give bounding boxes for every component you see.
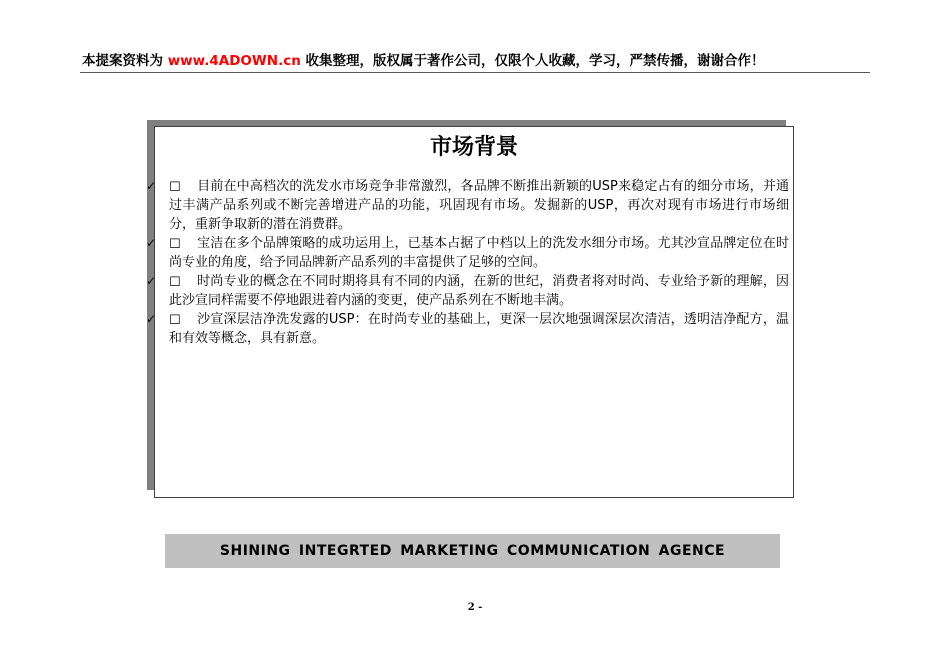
market-background-panel <box>146 126 794 498</box>
bullet-text: 时尚专业的概念在不同时期将具有不同的内涵，在新的世纪，消费者将对时尚、专业给予新的理解，因此沙宣同样需要不停地跟进着内涵的变更，使产品系列在不断地丰满。 <box>169 274 789 308</box>
checkbox-icon: ☐ <box>169 275 181 290</box>
checkmark-icon: ✓ <box>146 179 157 193</box>
header-divider <box>80 72 870 73</box>
agency-footer-bar: SHINING INTEGRTED MARKETING COMMUNICATION AGENCE <box>165 534 780 568</box>
page-number: 2 - <box>467 602 483 613</box>
header-suffix: 收集整理，版权属于著作公司，仅限个人收藏，学习，严禁传播，谢谢合作！ <box>305 53 765 69</box>
bullet-text: 宝洁在多个品牌策略的成功运用上，已基本占据了中档以上的洗发水细分市场。尤其沙宣品牌定位在时尚专业的角度，给予同品牌新产品系列的丰富提供了足够的空间。 <box>169 236 789 270</box>
checkbox-icon: ☐ <box>169 180 181 195</box>
checkmark-icon: ✓ <box>146 274 157 288</box>
checkbox-icon: ☐ <box>169 313 181 328</box>
bullet-item <box>146 234 789 272</box>
bullet-text: 目前在中高档次的洗发水市场竞争非常激烈，各品牌不断推出新颖的USP来稳定占有的细分市场，并通过丰满产品系列或不断完善增进产品的功能，巩固现有市场。发掘新的USP，再次对现有市场进行市场细分，重新争取新的潜在消费群。 <box>169 179 789 232</box>
bullet-item <box>146 177 789 234</box>
header-site-link[interactable]: www.4ADOWN.cn <box>167 53 301 69</box>
checkbox-icon: ☐ <box>169 237 181 252</box>
bullet-item <box>146 272 789 310</box>
header-notice <box>82 50 882 72</box>
checkmark-icon: ✓ <box>146 236 157 250</box>
bullet-list <box>146 177 789 348</box>
panel-title: 市场背景 <box>429 135 518 160</box>
checkmark-icon: ✓ <box>146 312 157 326</box>
bullet-item <box>146 310 789 348</box>
bullet-text: 沙宣深层洁净洗发露的USP：在时尚专业的基础上，更深一层次地强调深层次清洁，透明洁净配方，温和有效等概念，具有新意。 <box>169 312 789 346</box>
header-prefix: 本提案资料为 <box>82 53 163 69</box>
